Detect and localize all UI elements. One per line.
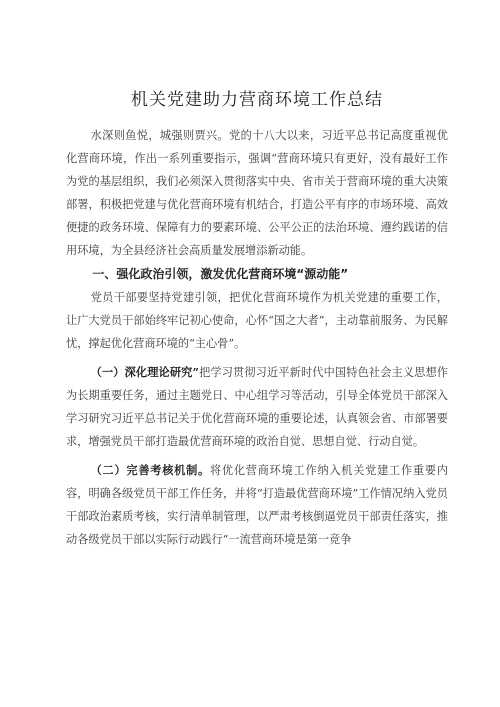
section-body-paragraph: 党员干部要坚持党建引领，把优化营商环境作为机关党建的重要工作，让广大党员干部始终牢记初心使命，心怀“国之大者”，主动靠前服务、为民解忧，撑起优化营商环境的“主心骨”。 (66, 291, 448, 350)
document-title: 机关党建助力营商环境工作总结 (131, 90, 383, 110)
item-text-2: 将优化营商环境工作纳入机关党建工作重要内容，明确各级党员干部工作任务，并将“打造最优营商环境”工作情况纳入党员干部政治素质考核，实行清单制管理，以严肃考核倒逼党员干部责任落实，推动各级党员干部以实际行动践行“一流营商环境是第一竞争 (66, 464, 448, 546)
item-paragraph-1 (66, 361, 448, 453)
section-heading: 一、强化政治引领，激发优化营商环境“源动能” (92, 267, 349, 281)
item-paragraph-2 (66, 459, 448, 551)
item-lead-2: （二）完善考核机制。 (90, 463, 210, 477)
item-lead-1: （一）深化理论研究” (90, 365, 199, 379)
item-text-1: 把学习贯彻习近平新时代中国特色社会主义思想作为长期重要任务，通过主题党日、中心组学习等活动，引导全体党员干部深入学习研究习近平总书记关于优化营商环境的重要论述，认真领会省、市部署要求，增强党员干部打造最优营商环境的政治自觉、思想自觉、行动自觉。 (66, 366, 448, 448)
intro-paragraph: 水深则鱼悦，城强则贾兴。党的十八大以来，习近平总书记高度重视优化营商环境，作出一系列重要指示，强调“营商环境只有更好，没有最好工作为党的基层组织，我们必须深入贯彻落实中央、省市关于营商环境的重大决策部署，积极把党建与优化营商环境有机结合，打造公平有序的市场环境、高效便捷的政务环境、保障有力的要素环境、公平公正的法治环境、遵约践诺的信用环境，为全县经济社会高质量发展增添新动能。 (66, 129, 448, 257)
